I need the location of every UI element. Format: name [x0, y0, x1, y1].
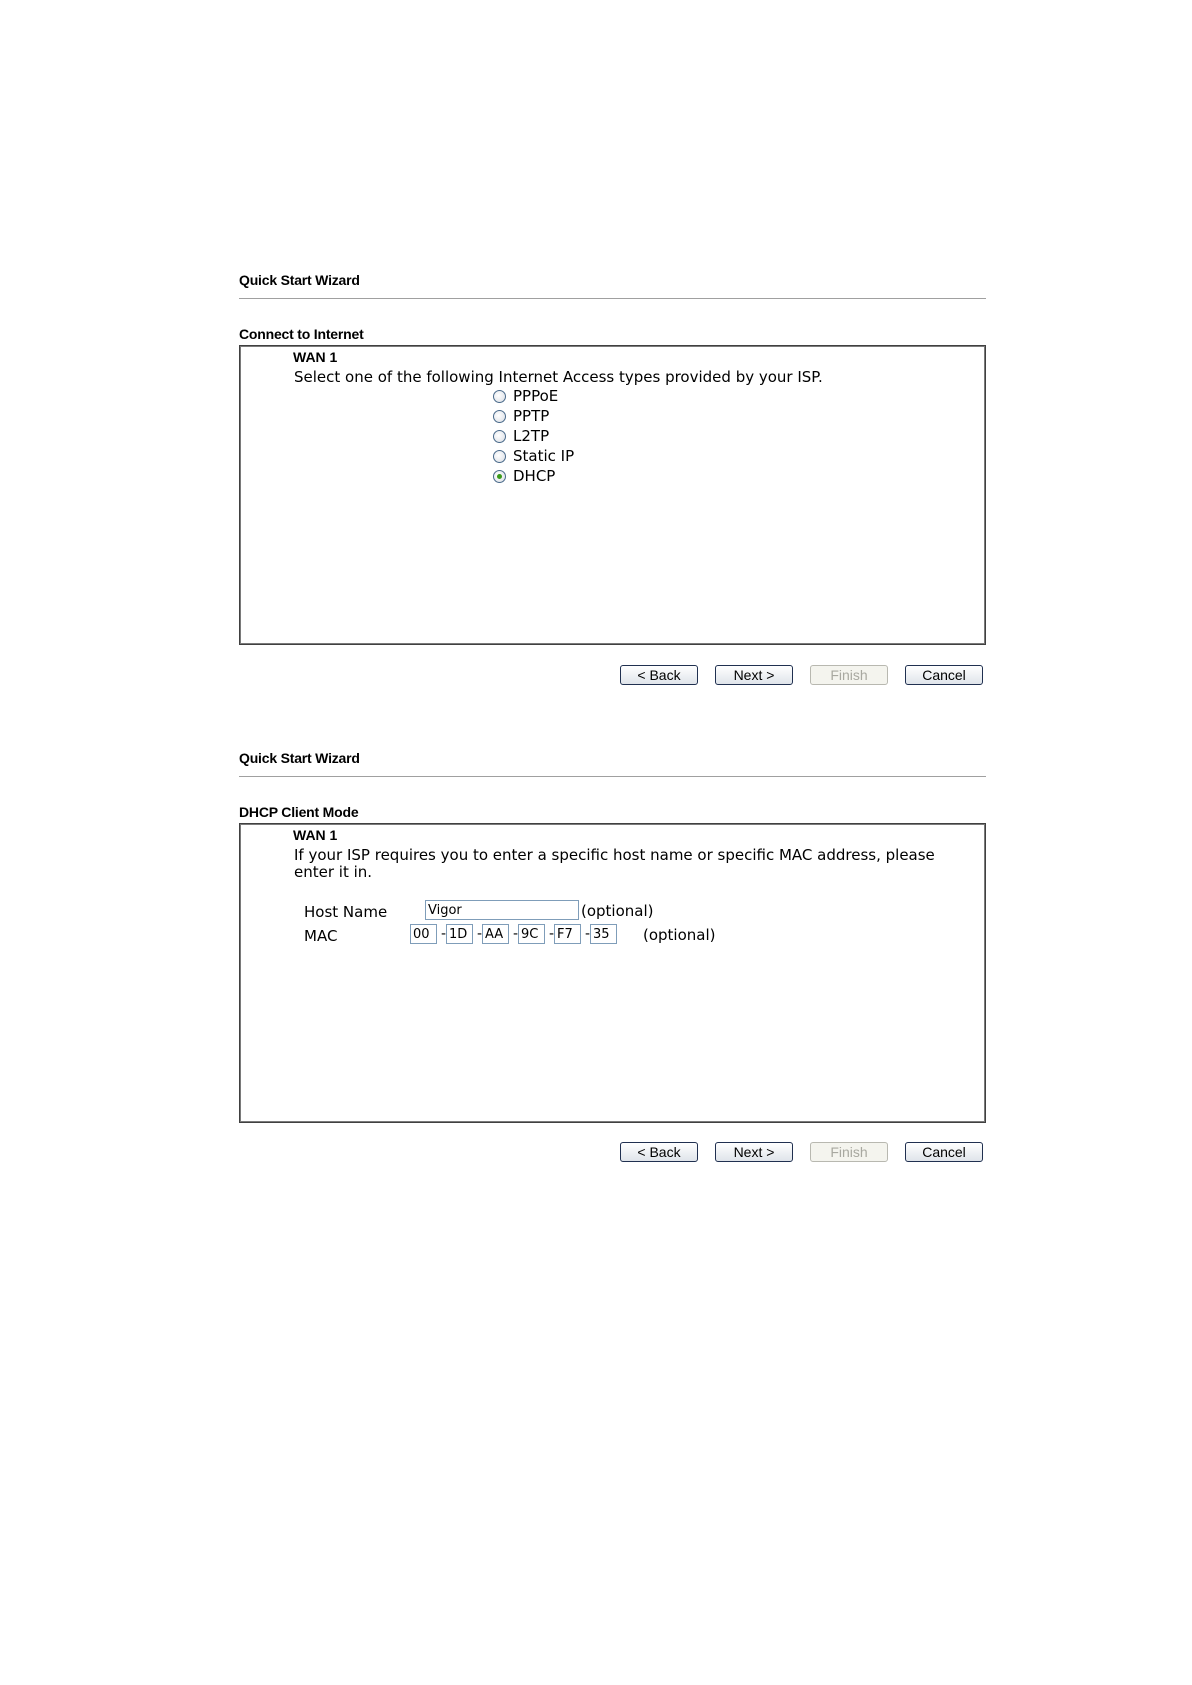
- title-divider: [239, 776, 986, 777]
- radio-label: Static IP: [513, 447, 575, 465]
- mac-separator: -: [585, 926, 591, 942]
- radio-option-dhcp[interactable]: [493, 466, 555, 486]
- instruction-text: Select one of the following Internet Access types provided by your ISP.: [294, 368, 823, 386]
- mac-octet-input-4[interactable]: [518, 924, 545, 944]
- radio-label: DHCP: [513, 467, 556, 485]
- host-name-optional-hint: (optional): [581, 902, 654, 920]
- next-button[interactable]: Next >: [715, 1142, 793, 1162]
- host-name-input[interactable]: [425, 900, 579, 920]
- radio-unchecked-icon[interactable]: [493, 390, 506, 403]
- connection-type-box: [239, 345, 986, 645]
- radio-label: PPTP: [513, 407, 550, 425]
- mac-octet-input-5[interactable]: [554, 924, 581, 944]
- mac-separator: -: [477, 926, 483, 942]
- finish-button: Finish: [810, 665, 888, 685]
- mac-octet-input-6[interactable]: [590, 924, 617, 944]
- section-title: Connect to Internet: [239, 326, 364, 342]
- dhcp-settings-box: [239, 823, 986, 1123]
- radio-label: L2TP: [513, 427, 550, 445]
- mac-optional-hint: (optional): [643, 926, 716, 944]
- wan-label: WAN 1: [293, 827, 338, 843]
- wizard-panel-connect: [239, 272, 986, 692]
- mac-separator: -: [513, 926, 519, 942]
- radio-option-l2tp[interactable]: [493, 426, 549, 446]
- radio-option-pptp[interactable]: [493, 406, 549, 426]
- radio-option-pppoe[interactable]: [493, 386, 558, 406]
- mac-separator: -: [549, 926, 555, 942]
- mac-octet-input-2[interactable]: [446, 924, 473, 944]
- back-button[interactable]: < Back: [620, 1142, 698, 1162]
- next-button[interactable]: Next >: [715, 665, 793, 685]
- radio-option-static-ip[interactable]: [493, 446, 574, 466]
- cancel-button[interactable]: Cancel: [905, 665, 983, 685]
- back-button[interactable]: < Back: [620, 665, 698, 685]
- radio-unchecked-icon[interactable]: [493, 450, 506, 463]
- cancel-button[interactable]: Cancel: [905, 1142, 983, 1162]
- wan-label: WAN 1: [293, 349, 338, 365]
- radio-unchecked-icon[interactable]: [493, 410, 506, 423]
- mac-octet-input-1[interactable]: [410, 924, 437, 944]
- radio-label: PPPoE: [513, 387, 559, 405]
- mac-separator: -: [441, 926, 447, 942]
- finish-button: Finish: [810, 1142, 888, 1162]
- host-name-label: Host Name: [304, 903, 388, 921]
- title-divider: [239, 298, 986, 299]
- instruction-text-line2: enter it in.: [294, 863, 373, 881]
- wizard-panel-dhcp: [239, 750, 986, 1170]
- mac-octet-input-3[interactable]: [482, 924, 509, 944]
- wizard-title: Quick Start Wizard: [239, 750, 360, 766]
- mac-label: MAC: [304, 927, 338, 945]
- instruction-text-line1: If your ISP requires you to enter a specific host name or specific MAC address, please: [294, 846, 935, 864]
- radio-checked-icon[interactable]: [493, 470, 506, 483]
- wizard-title: Quick Start Wizard: [239, 272, 360, 288]
- section-title: DHCP Client Mode: [239, 804, 359, 820]
- radio-unchecked-icon[interactable]: [493, 430, 506, 443]
